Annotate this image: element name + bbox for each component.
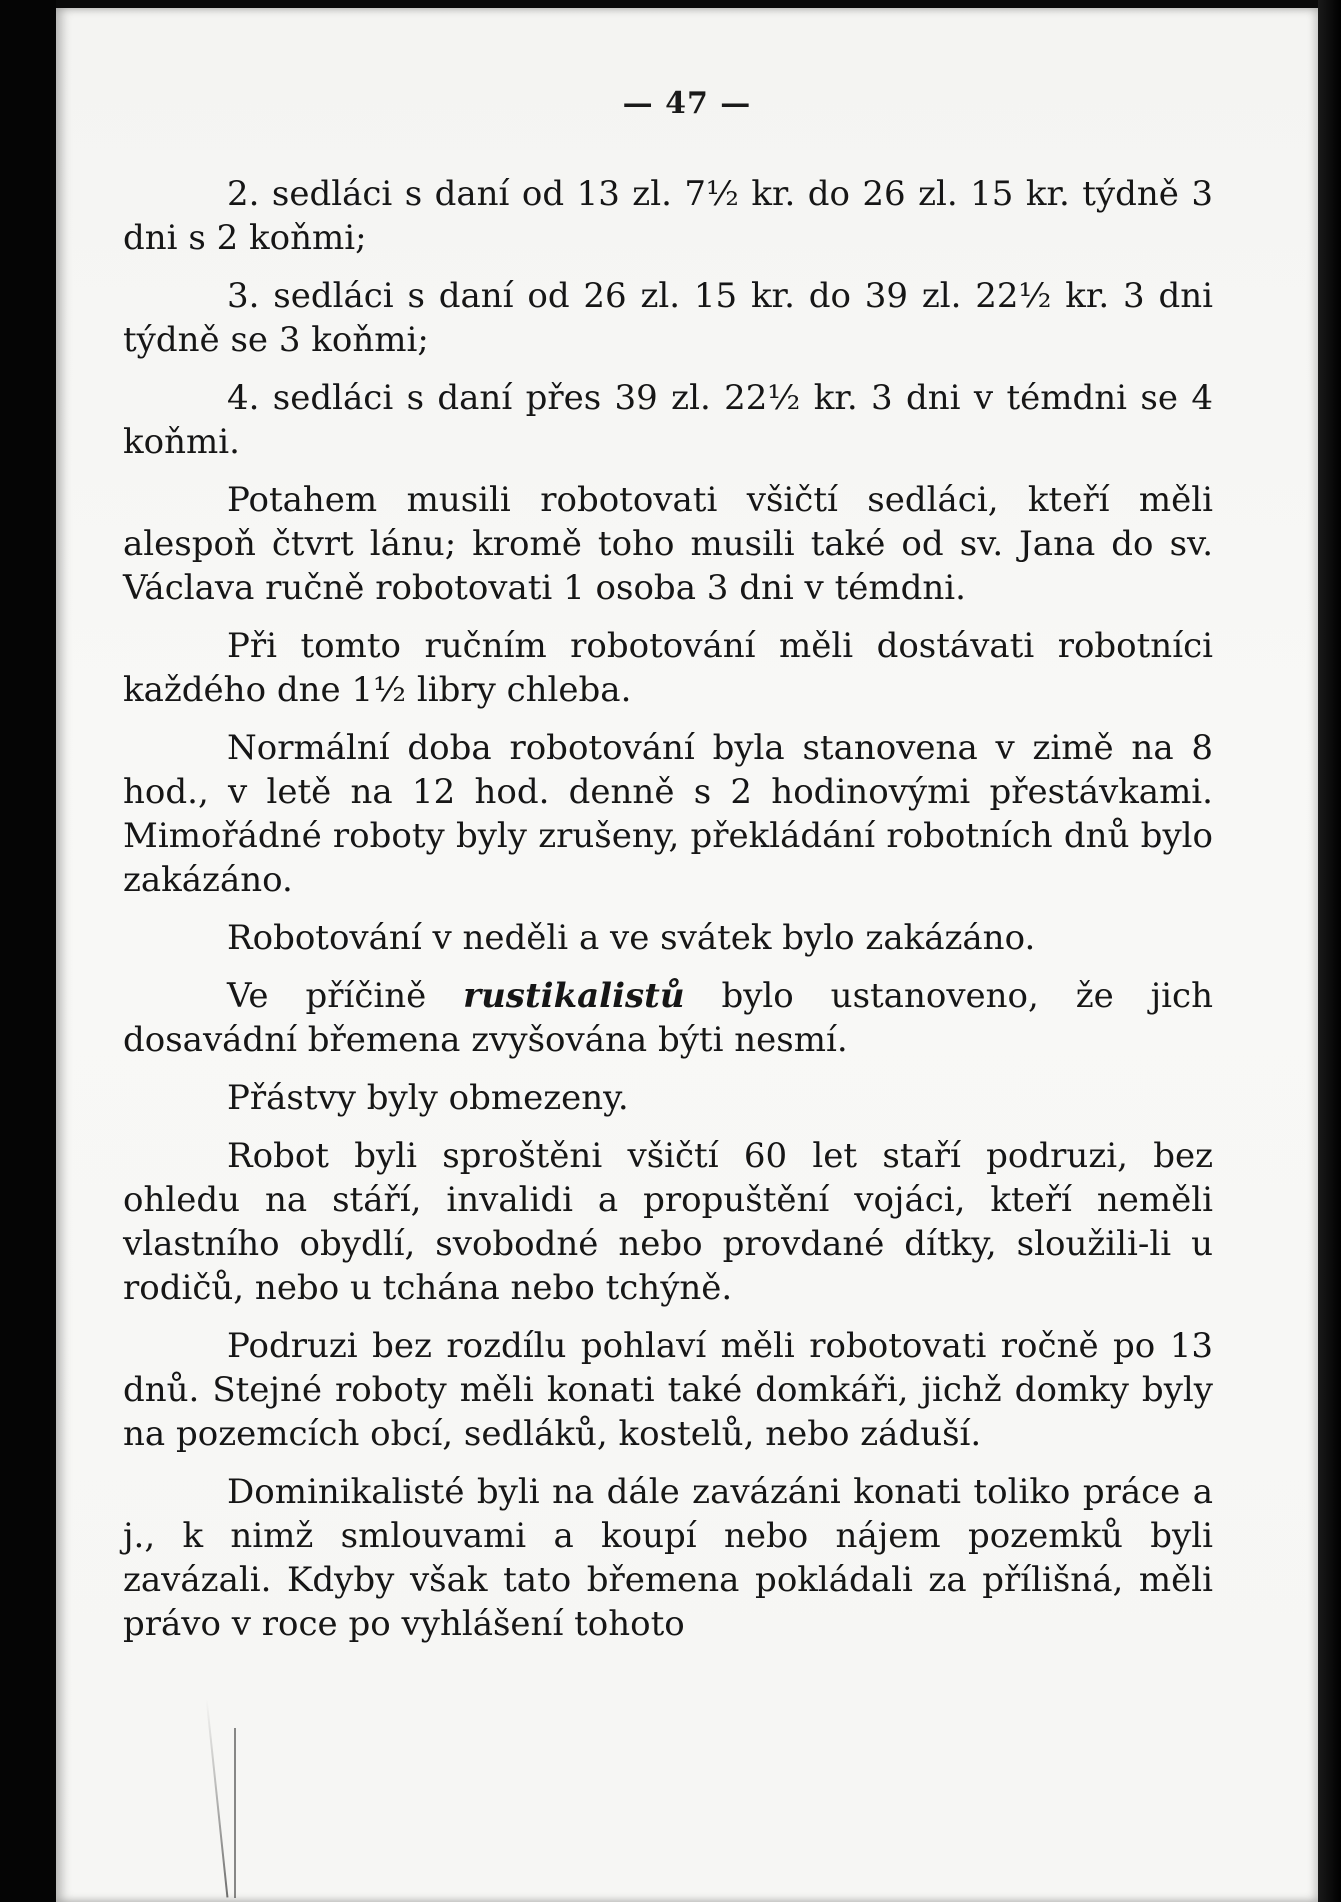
scan-scratch-mark — [206, 1698, 229, 1897]
emphasis-rustikalistu: rustikalistů — [463, 976, 685, 1016]
page-body — [123, 172, 1213, 1660]
paragraph-11: Podruzi bez rozdílu pohlaví měli robotovati ročně po 13 dnů. Stejné roboty měli konati také domkáři, jichž domky byly na pozemcích obcí, sedláků, kostelů, nebo záduší. — [123, 1326, 1213, 1454]
paragraph-8 — [123, 974, 1213, 1062]
paragraph-12: Dominikalisté byli na dále zavázáni konati toliko práce a j., k nimž smlouvami a koupí nebo nájem pozemků byli zavázali. Kdyby však tato břemena pokládali za přílišná, měli právo v roce po vyhlášení tohoto — [123, 1472, 1213, 1644]
paragraph-8-lead: Ve příčině — [227, 976, 464, 1016]
paragraph-3: 4. sedláci s daní přes 39 zl. 22½ kr. 3 dni v témdni se 4 koňmi. — [123, 378, 1213, 462]
scan-left-margin — [0, 0, 56, 1902]
paragraph-5: Při tomto ručním robotování měli dostávati robotníci každého dne 1½ libry chleba. — [123, 626, 1213, 710]
scan-scratch-mark — [234, 1728, 236, 1898]
paragraph-1: 2. sedláci s daní od 13 zl. 7½ kr. do 26 zl. 15 kr. týdně 3 dni s 2 koňmi; — [123, 174, 1213, 258]
paragraph-7: Robotování v neděli a ve svátek bylo zakázáno. — [227, 918, 1036, 958]
paragraph-9: Přástvy byly obmezeny. — [227, 1078, 629, 1118]
scan-right-edge — [1318, 0, 1341, 1902]
book-page — [56, 8, 1318, 1902]
paragraph-4: Potahem musili robotovati všičtí sedláci, kteří měli alespoň čtvrt lánu; kromě toho musili také od sv. Jana do sv. Václava ručně robotovati 1 osoba 3 dni v témdni. — [123, 480, 1213, 608]
paragraph-2: 3. sedláci s daní od 26 zl. 15 kr. do 39 zl. 22½ kr. 3 dni týdně se 3 koňmi; — [123, 276, 1213, 360]
paragraph-8-tail: bylo ustanoveno, že jich dosavádní břemena zvyšována býti nesmí. — [123, 976, 1213, 1060]
paragraph-6: Normální doba robotování byla stanovena v zimě na 8 hod., v letě na 12 hod. denně s 2 hodinovými přestávkami. Mimořádné roboty byly zrušeny, překládání robotních dnů bylo zakázáno. — [123, 728, 1213, 900]
page-number: — 47 — — [622, 86, 752, 121]
paragraph-10: Robot byli sproštěni všičtí 60 let staří podruzi, bez ohledu na stáří, invalidi a propuštění vojáci, kteří neměli vlastního obydlí, svobodné nebo provdané dítky, sloužili-li u rodičů, nebo u tchána nebo tchýně. — [123, 1136, 1213, 1308]
